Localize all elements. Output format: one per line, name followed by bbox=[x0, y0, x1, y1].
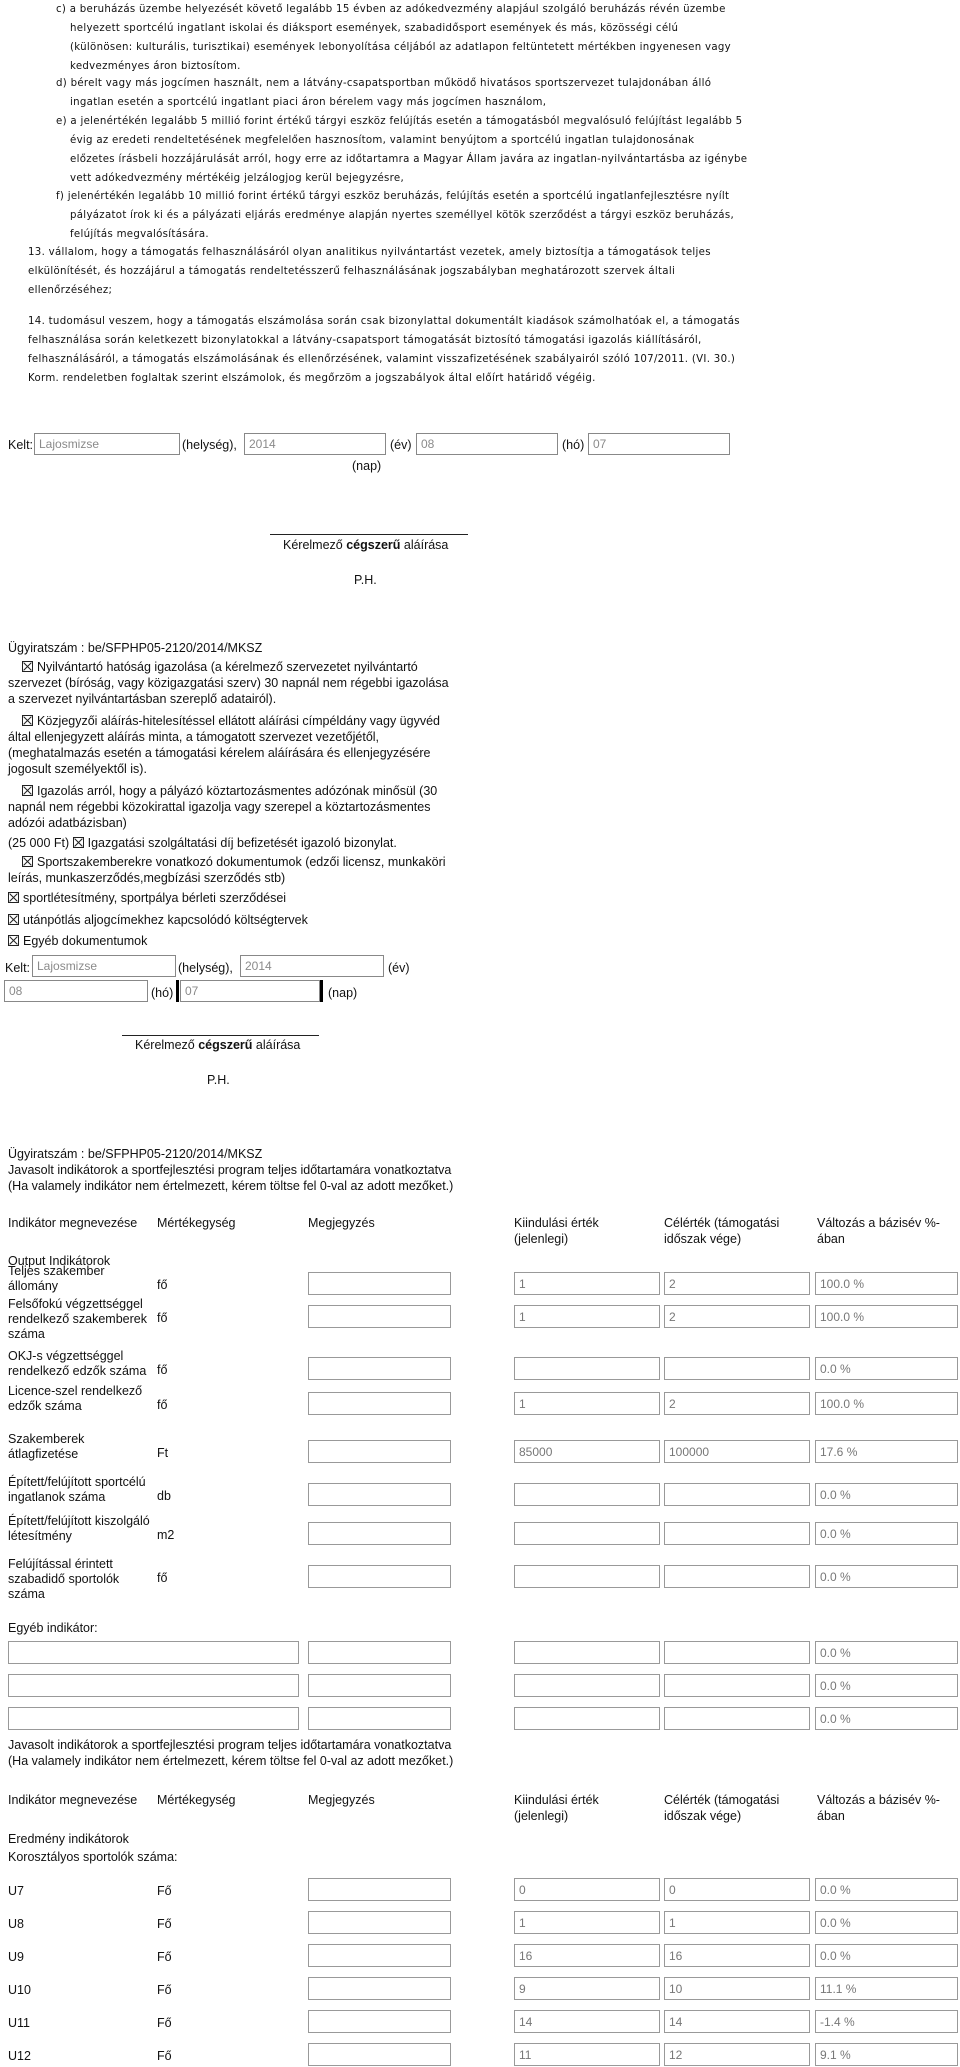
checkbox-checked[interactable] bbox=[22, 715, 33, 726]
base-value-input[interactable]: 85000 bbox=[514, 1440, 660, 1463]
note-input[interactable] bbox=[308, 1977, 451, 2000]
day-input[interactable]: 07 bbox=[180, 980, 320, 1002]
other-indicator-target-input[interactable] bbox=[664, 1641, 810, 1664]
change-percent-field: 0.0 % bbox=[815, 1565, 958, 1588]
indicator-unit: db bbox=[157, 1489, 171, 1503]
signature-label: Kérelmező cégszerű aláírása bbox=[135, 1038, 301, 1052]
note-input[interactable] bbox=[308, 1305, 451, 1328]
year-suffix: (év) bbox=[390, 438, 412, 452]
indicator-name: Licence-szel rendelkező edzők száma bbox=[8, 1384, 143, 1413]
signature-line bbox=[270, 534, 468, 535]
col-header-target: Célérték (támogatási időszak vége) bbox=[664, 1793, 780, 1823]
base-value-input[interactable]: 1 bbox=[514, 1911, 660, 1934]
stamp-label: P.H. bbox=[354, 573, 377, 587]
attachment-item-4: (25 000 Ft) Igazgatási szolgáltatási díj befizetését igazoló bizonylat. bbox=[8, 836, 397, 850]
other-indicator-base-input[interactable] bbox=[514, 1641, 660, 1664]
attachment-item-7: utánpótlás aljogcímekhez kapcsolódó költségtervek bbox=[8, 912, 448, 928]
attachment-item-5: Sportszakemberekre vonatkozó dokumentumok (edzői licensz, munkaköri leírás, munkaszerződés,megbízási szerződés stb) bbox=[8, 855, 446, 885]
indicator-unit: m2 bbox=[157, 1528, 175, 1542]
target-value-input[interactable]: 2 bbox=[664, 1305, 810, 1328]
month-suffix: (hó) bbox=[151, 986, 174, 1000]
note-input[interactable] bbox=[308, 1565, 451, 1588]
change-percent-field: 11.1 % bbox=[815, 1977, 958, 2000]
col-header-base: Kiindulási érték (jelenlegi) bbox=[514, 1216, 599, 1246]
section-note: (Ha valamely indikátor nem értelmezett, kérem töltse fel 0-val az adott mezőket.) bbox=[8, 1754, 454, 1768]
note-input[interactable] bbox=[308, 1944, 451, 1967]
other-indicator-name-input[interactable] bbox=[8, 1707, 299, 1730]
indicator-unit: Fő bbox=[157, 1983, 172, 1997]
change-percent-field: 0.0 % bbox=[815, 1483, 958, 1506]
indicator-name: Teljes szakember állomány bbox=[8, 1264, 105, 1293]
change-percent-field: 100.0 % bbox=[815, 1392, 958, 1415]
other-indicator-target-input[interactable] bbox=[664, 1674, 810, 1697]
attachment-item-6: sportlétesítmény, sportpálya bérleti szerződései bbox=[8, 890, 448, 906]
indicator-name: Szakemberek átlagfizetése bbox=[8, 1432, 85, 1461]
base-value-input[interactable]: 16 bbox=[514, 1944, 660, 1967]
indicator-name: Épített/felújított kiszolgáló létesítmény bbox=[8, 1514, 150, 1543]
year-suffix: (év) bbox=[388, 961, 410, 975]
change-percent-field: 0.0 % bbox=[815, 1944, 958, 1967]
col-header-note: Megjegyzés bbox=[308, 1216, 375, 1230]
col-header-target: Célérték (támogatási időszak vége) bbox=[664, 1216, 780, 1246]
checkbox-checked[interactable] bbox=[22, 661, 33, 672]
checkbox-checked[interactable] bbox=[8, 892, 19, 903]
indicator-name: Felsőfokú végzettséggel rendelkező szakemberek száma bbox=[8, 1297, 147, 1341]
indicator-unit: Fő bbox=[157, 1884, 172, 1898]
note-input[interactable] bbox=[308, 1272, 451, 1295]
indicator-unit: Fő bbox=[157, 2016, 172, 2030]
col-header-unit: Mértékegység bbox=[157, 1793, 236, 1807]
target-value-input[interactable] bbox=[664, 1565, 810, 1588]
year-input[interactable]: 2014 bbox=[240, 955, 384, 977]
month-input[interactable]: 08 bbox=[4, 980, 148, 1002]
age-group-label: U11 bbox=[8, 2016, 31, 2030]
base-value-input[interactable] bbox=[514, 1483, 660, 1506]
target-value-input[interactable]: 1 bbox=[664, 1911, 810, 1934]
checkbox-checked[interactable] bbox=[22, 856, 33, 867]
other-indicator-name-input[interactable] bbox=[8, 1674, 299, 1697]
indicator-unit: fő bbox=[157, 1398, 168, 1412]
signature-label: Kérelmező cégszerű aláírása bbox=[283, 538, 449, 552]
change-percent-field: 0.0 % bbox=[815, 1911, 958, 1934]
attachment-item-1: Nyilvántartó hatóság igazolása (a kérelmező szervezetet nyilvántartó szervezet (bíróság, vagy közigazgatási szerv) 30 napnál nem régebbi igazolása a szervezet nyilvántartásban szereplő adatairól). bbox=[8, 660, 449, 706]
checkbox-checked[interactable] bbox=[8, 935, 19, 946]
other-indicator-base-input[interactable] bbox=[514, 1674, 660, 1697]
other-indicator-base-input[interactable] bbox=[514, 1707, 660, 1730]
note-input[interactable] bbox=[308, 1483, 451, 1506]
col-header-unit: Mértékegység bbox=[157, 1216, 236, 1230]
clause-c: c) a beruházás üzembe helyezését követő legalább 15 évben az adókedvezmény alapjául szolgáló beruházás révén üzembe helyezett sportcélú ingatlant iskolai és diáksport események, szabadidősport események és más, közösségi célú (különösen: kulturális, turisztikai) események lebonyolítása céljából az adatlapon feltüntetett mértékben ingyenesen vagy kedvezményes áron biztosítom. bbox=[56, 4, 731, 72]
target-value-input[interactable] bbox=[664, 1522, 810, 1545]
target-value-input[interactable]: 10 bbox=[664, 1977, 810, 2000]
attachment-item-2: Közjegyzői aláírás-hitelesítéssel ellátott aláírási címpéldány vagy ügyvéd által ellenjegyzett aláírás minta, a támogatott szervezet vezetőjétől, (meghatalmazás esetén a támogatási kérelem aláírására és ellenjegyzésére jogosult személyektől is). bbox=[8, 714, 440, 776]
indicator-name: OKJ-s végzettséggel rendelkező edzők száma bbox=[8, 1349, 147, 1378]
age-group-label: U9 bbox=[8, 1950, 24, 1964]
change-percent-field: 100.0 % bbox=[815, 1272, 958, 1295]
note-input[interactable] bbox=[308, 2043, 451, 2066]
target-value-input[interactable]: 12 bbox=[664, 2043, 810, 2066]
month-input[interactable]: 08 bbox=[416, 433, 558, 455]
base-value-input[interactable]: 1 bbox=[514, 1272, 660, 1295]
age-group-label: U12 bbox=[8, 2049, 31, 2063]
checkbox-checked[interactable] bbox=[22, 785, 33, 796]
target-value-input[interactable]: 16 bbox=[664, 1944, 810, 1967]
col-header-name: Indikátor megnevezése bbox=[8, 1216, 138, 1230]
col-header-name: Indikátor megnevezése bbox=[8, 1793, 138, 1807]
target-value-input[interactable]: 0 bbox=[664, 1878, 810, 1901]
kelt-label: Kelt: bbox=[5, 961, 31, 975]
indicator-unit: Fő bbox=[157, 1950, 172, 1964]
change-percent-field: 0.0 % bbox=[815, 1357, 958, 1380]
indicator-name: Felújítással érintett szabadidő sportolók száma bbox=[8, 1557, 120, 1601]
indicator-unit: Fő bbox=[157, 1917, 172, 1931]
kelt-label: Kelt: bbox=[8, 438, 34, 452]
note-input[interactable] bbox=[308, 1440, 451, 1463]
section-intro: Javasolt indikátorok a sportfejlesztési program teljes időtartamára vonatkoztatva bbox=[8, 1163, 452, 1177]
col-header-change: Változás a bázisév %-ában bbox=[817, 1216, 940, 1246]
reference-number: Ügyiratszám : be/SFPHP05-2120/2014/MKSZ bbox=[8, 641, 263, 655]
indicator-unit: Ft bbox=[157, 1446, 169, 1460]
change-percent-field: 0.0 % bbox=[815, 1522, 958, 1545]
change-percent-field: 100.0 % bbox=[815, 1305, 958, 1328]
target-value-input[interactable] bbox=[664, 1483, 810, 1506]
target-value-input[interactable]: 2 bbox=[664, 1392, 810, 1415]
place-suffix: (helység), bbox=[178, 961, 233, 975]
place-suffix: (helység), bbox=[182, 438, 237, 452]
day-input[interactable]: 07 bbox=[588, 433, 730, 455]
section-note: (Ha valamely indikátor nem értelmezett, kérem töltse fel 0-val az adott mezőket.) bbox=[8, 1179, 454, 1193]
base-value-input[interactable]: 14 bbox=[514, 2010, 660, 2033]
year-input[interactable]: 2014 bbox=[244, 433, 386, 455]
checkbox-checked[interactable] bbox=[73, 837, 84, 848]
section-intro: Javasolt indikátorok a sportfejlesztési program teljes időtartamára vonatkoztatva bbox=[8, 1738, 452, 1752]
indicator-unit: fő bbox=[157, 1571, 168, 1585]
col-header-base: Kiindulási érték (jelenlegi) bbox=[514, 1793, 599, 1823]
clause-d: d) bérelt vagy más jogcímen használt, nem a látvány-csapatsportban működő hivatásos sportszervezet tulajdonában álló ingatlan esetén a sportcélú ingatlant piaci áron bérelem vagy más jogcímen használom, bbox=[56, 78, 712, 108]
checkbox-checked[interactable] bbox=[8, 914, 19, 925]
base-value-input[interactable] bbox=[514, 1357, 660, 1380]
other-indicator-name-input[interactable] bbox=[8, 1641, 299, 1664]
target-value-input[interactable]: 14 bbox=[664, 2010, 810, 2033]
change-percent-field: 0.0 % bbox=[815, 1674, 958, 1697]
change-percent-field: 0.0 % bbox=[815, 1707, 958, 1730]
field-bracket-right bbox=[320, 980, 323, 1002]
note-input[interactable] bbox=[308, 1522, 451, 1545]
base-value-input[interactable]: 9 bbox=[514, 1977, 660, 2000]
day-suffix: (nap) bbox=[352, 459, 382, 473]
other-indicator-note-input[interactable] bbox=[308, 1674, 451, 1697]
group-label: Eredmény indikátorok bbox=[8, 1832, 129, 1846]
clause-14: 14. tudomásul veszem, hogy a támogatás elszámolása során csak bizonylattal dokumentált kiadások számolhatóak el, a támogatás felhasználása során keletkezett bizonylatokkal a látvány-csapatsport támogatását biztosító támogatási igazolás kiállításáról, felhasználásáról, a támogatás elszámolásának és ellenőrzésének, valamint visszafizetésének szabályairól szóló 107/2011. (VI. 30.) Korm. rendeletben foglaltak szerint elszámolok, és megőrzöm a jogszabályok által előírt határidő végéig. bbox=[28, 316, 740, 384]
place-input[interactable]: Lajosmizse bbox=[32, 955, 176, 977]
target-value-input[interactable] bbox=[664, 1357, 810, 1380]
base-value-input[interactable]: 1 bbox=[514, 1392, 660, 1415]
note-input[interactable] bbox=[308, 1911, 451, 1934]
other-indicator-note-input[interactable] bbox=[308, 1641, 451, 1664]
indicator-unit: fő bbox=[157, 1311, 168, 1325]
change-percent-field: -1.4 % bbox=[815, 2010, 958, 2033]
change-percent-field: 0.0 % bbox=[815, 1641, 958, 1664]
target-value-input[interactable]: 100000 bbox=[664, 1440, 810, 1463]
indicator-name: Épített/felújított sportcélú ingatlanok száma bbox=[8, 1475, 146, 1504]
base-value-input[interactable]: 11 bbox=[514, 2043, 660, 2066]
reference-number: Ügyiratszám : be/SFPHP05-2120/2014/MKSZ bbox=[8, 1147, 263, 1161]
age-group-label: U8 bbox=[8, 1917, 24, 1931]
note-input[interactable] bbox=[308, 1357, 451, 1380]
base-value-input[interactable] bbox=[514, 1522, 660, 1545]
field-bracket-left bbox=[176, 980, 179, 1002]
note-input[interactable] bbox=[308, 1878, 451, 1901]
indicator-unit: fő bbox=[157, 1278, 168, 1292]
note-input[interactable] bbox=[308, 2010, 451, 2033]
indicator-unit: Fő bbox=[157, 2049, 172, 2063]
base-value-input[interactable]: 1 bbox=[514, 1305, 660, 1328]
age-group-label: U7 bbox=[8, 1884, 24, 1898]
day-suffix: (nap) bbox=[328, 986, 358, 1000]
group-label: Output Indikátorok bbox=[8, 1254, 111, 1268]
other-indicator-note-input[interactable] bbox=[308, 1707, 451, 1730]
base-value-input[interactable]: 0 bbox=[514, 1878, 660, 1901]
attachment-item-3: Igazolás arról, hogy a pályázó köztartozásmentes adózónak minősül (30 napnál nem régebbi közokirattal igazolja vagy szerepel a köztartozásmentes adózói adatbázisban) bbox=[8, 784, 438, 830]
age-group-label: U10 bbox=[8, 1983, 31, 1997]
subgroup-label: Korosztályos sportolók száma: bbox=[8, 1850, 178, 1864]
change-percent-field: 9.1 % bbox=[815, 2043, 958, 2066]
clause-13: 13. vállalom, hogy a támogatás felhasználásáról olyan analitikus nyilvántartást vezetek, amely biztosítja a támogatások teljes elkülönítését, és hozzájárul a támogatás rendeltetésszerű felhasználásának jogszabályban meghatározott szervek általi ellenőrzéséhez; bbox=[28, 247, 711, 296]
indicator-unit: fő bbox=[157, 1363, 168, 1377]
col-header-note: Megjegyzés bbox=[308, 1793, 375, 1807]
other-indicator-label: Egyéb indikátor: bbox=[8, 1621, 98, 1635]
change-percent-field: 0.0 % bbox=[815, 1878, 958, 1901]
clause-f: f) jelenértékén legalább 10 millió forint értékű tárgyi eszköz beruházás, felújítás esetén a sportcélú ingatlanfejlesztésre nyílt pályázatot írok ki és a pályázati eljárás eredménye alapján nyertes személlyel kötök szerződést a tárgyi eszköz beruházás, felújítás megvalósítására. bbox=[56, 191, 734, 240]
clause-e: e) a jelenértékén legalább 5 millió forint értékű tárgyi eszköz felújítás esetén a támogatásból megvalósuló felújítást legalább 5 évig az eredeti rendeltetésének megfelelően hasznosítom, valamint benyújtom a sportcélú ingatlan tulajdonosának előzetes írásbeli hozzájárulását arról, hogy erre az időtartamra a Magyar Állam javára az ingatlan-nyilvántartásba az igénybe vett adókedvezmény mértékéig jelzálogjog kerül bejegyzésre, bbox=[56, 116, 748, 184]
col-header-change: Változás a bázisév %-ában bbox=[817, 1793, 940, 1823]
place-input[interactable]: Lajosmizse bbox=[34, 433, 180, 455]
stamp-label: P.H. bbox=[207, 1073, 230, 1087]
change-percent-field: 17.6 % bbox=[815, 1440, 958, 1463]
attachment-item-8: Egyéb dokumentumok bbox=[8, 933, 448, 949]
other-indicator-target-input[interactable] bbox=[664, 1707, 810, 1730]
signature-line bbox=[122, 1035, 319, 1036]
base-value-input[interactable] bbox=[514, 1565, 660, 1588]
month-suffix: (hó) bbox=[562, 438, 585, 452]
target-value-input[interactable]: 2 bbox=[664, 1272, 810, 1295]
note-input[interactable] bbox=[308, 1392, 451, 1415]
